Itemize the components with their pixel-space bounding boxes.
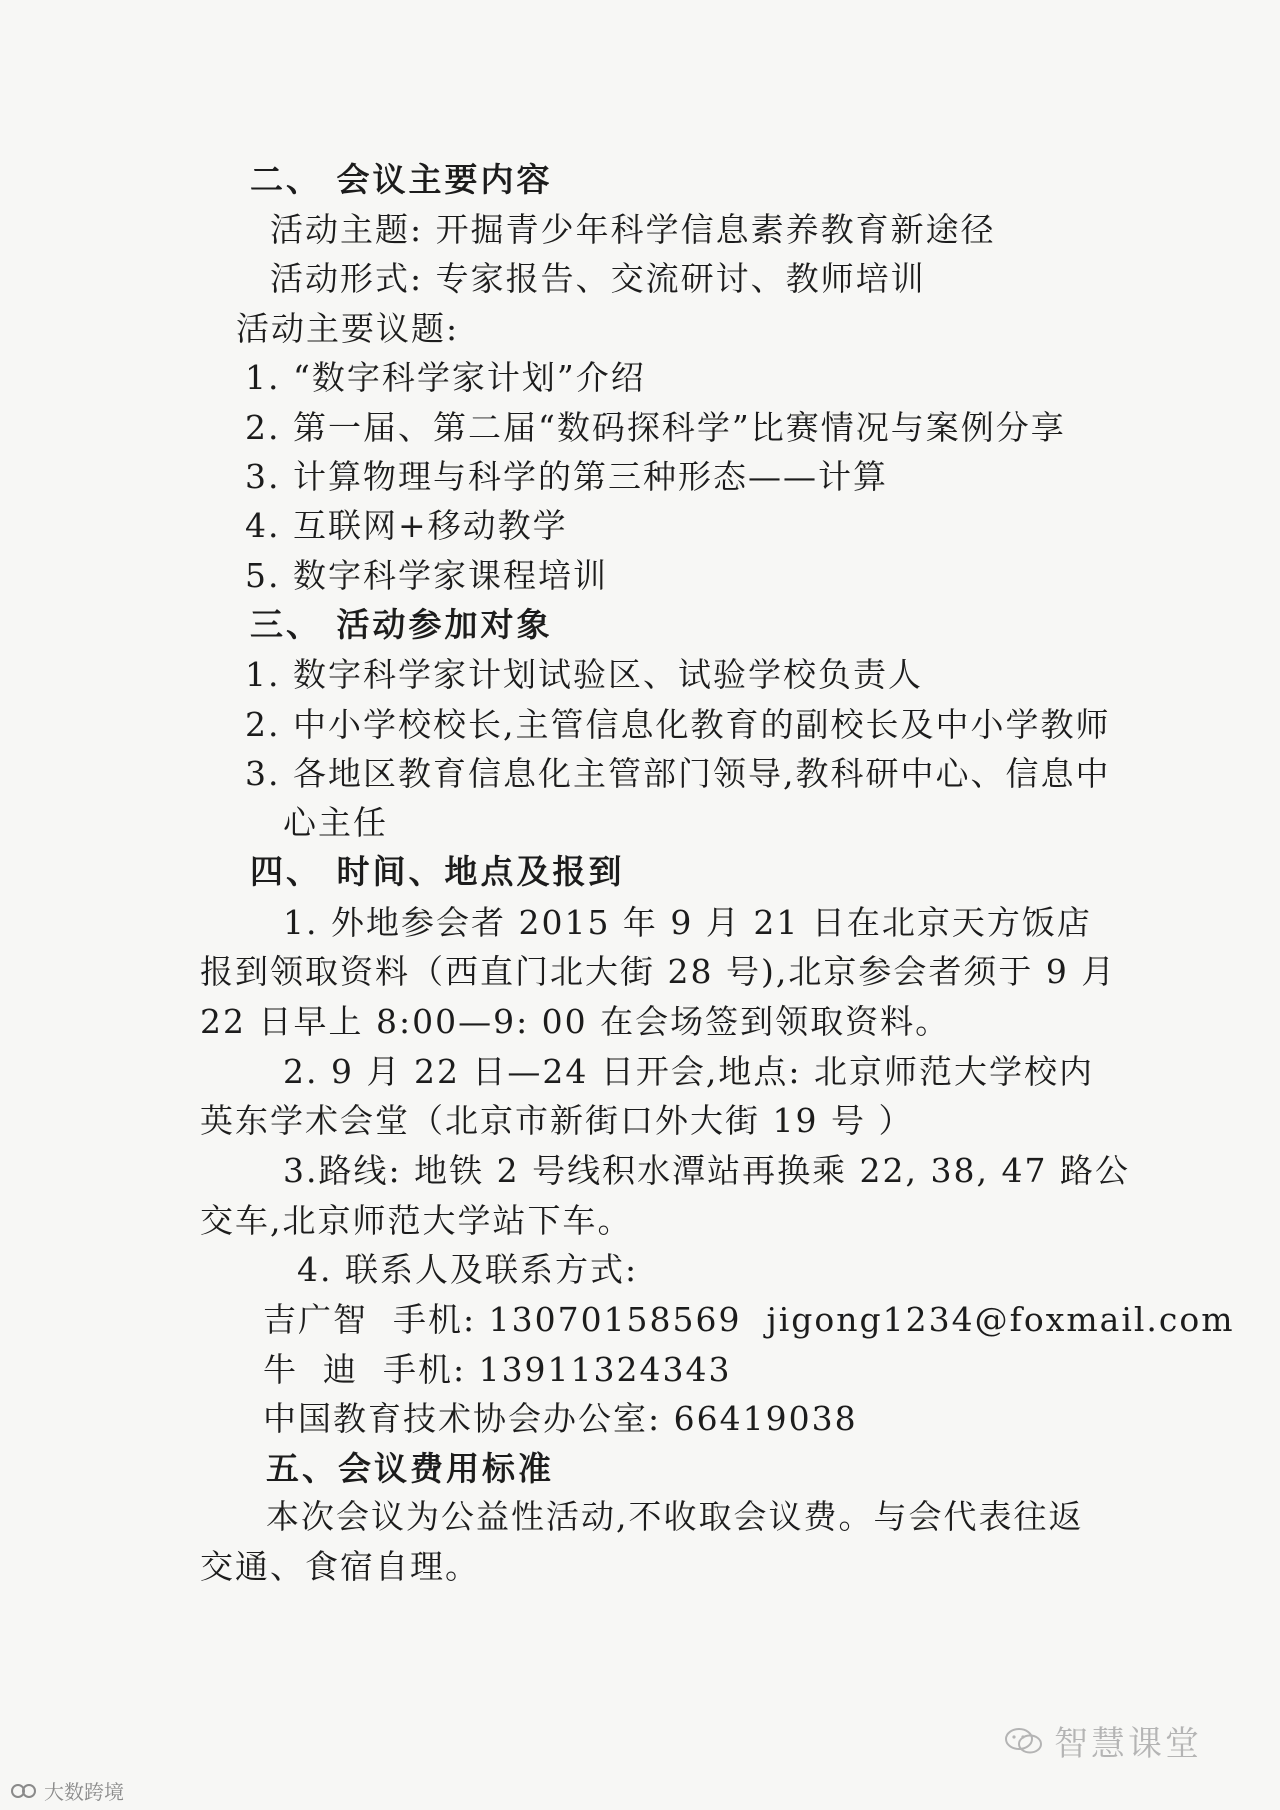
topic-item: 4. 互联网+移动教学 — [245, 506, 568, 545]
activity-theme: 活动主题: 开掘青少年科学信息素养教育新途径 — [270, 210, 996, 249]
meeting-paragraph-line: 英东学术会堂（北京市新街口外大街 19 号 ） — [200, 1101, 914, 1140]
section-2-heading: 二、 会议主要内容 — [250, 160, 553, 199]
route-paragraph-line: 3.路线: 地铁 2 号线积水潭站再换乘 22, 38, 47 路公 — [283, 1151, 1130, 1190]
participant-item: 3. 各地区教育信息化主管部门领导,教科研中心、信息中 — [245, 754, 1111, 793]
contact-label: 4. 联系人及联系方式: — [297, 1250, 639, 1289]
registration-paragraph-line: 报到领取资料（西直门北大街 28 号),北京参会者须于 9 月 — [200, 952, 1117, 991]
section-4-heading: 四、 时间、地点及报到 — [250, 852, 625, 891]
topic-item: 5. 数字科学家课程培训 — [245, 556, 608, 595]
wechat-icon — [1004, 1726, 1044, 1756]
contact-line: 中国教育技术协会办公室: 66419038 — [263, 1399, 858, 1438]
fee-paragraph-line: 本次会议为公益性活动,不收取会议费。与会代表往返 — [266, 1497, 1084, 1536]
registration-paragraph-line: 22 日早上 8:00—9: 00 在会场签到领取资料。 — [200, 1002, 951, 1041]
contact-line: 牛 迪 手机: 13911324343 — [263, 1350, 732, 1389]
activity-form: 活动形式: 专家报告、交流研讨、教师培训 — [270, 259, 926, 298]
watermark-right-text: 智慧课堂 — [1054, 1724, 1202, 1764]
topic-item: 2. 第一届、第二届“数码探科学”比赛情况与案例分享 — [245, 408, 1066, 447]
topic-item: 3. 计算物理与科学的第三种形态——计算 — [245, 457, 888, 496]
participant-item: 1. 数字科学家计划试验区、试验学校负责人 — [245, 655, 923, 694]
watermark-right — [1004, 1716, 1202, 1765]
topics-label: 活动主要议题: — [236, 309, 460, 348]
participant-item: 2. 中小学校校长,主管信息化教育的副校长及中小学教师 — [245, 705, 1111, 744]
contact-line: 吉广智 手机: 13070158569 jigong1234@foxmail.com — [263, 1300, 1235, 1339]
topic-item: 1. “数字科学家计划”介绍 — [245, 358, 646, 397]
participant-item-continued: 心主任 — [283, 803, 388, 842]
registration-paragraph-line: 1. 外地参会者 2015 年 9 月 21 日在北京天方饭店 — [283, 903, 1092, 942]
fee-paragraph-line: 交通、食宿自理。 — [200, 1547, 480, 1586]
section-5-heading: 五、会议费用标准 — [266, 1449, 554, 1488]
route-paragraph-line: 交车,北京师范大学站下车。 — [200, 1201, 633, 1240]
meeting-paragraph-line: 2. 9 月 22 日—24 日开会,地点: 北京师范大学校内 — [283, 1052, 1095, 1091]
watermark-left-text: 大数跨境 — [44, 1780, 124, 1804]
section-3-heading: 三、 活动参加对象 — [250, 605, 553, 644]
link-logo-icon — [10, 1781, 38, 1801]
watermark-left — [10, 1776, 124, 1805]
